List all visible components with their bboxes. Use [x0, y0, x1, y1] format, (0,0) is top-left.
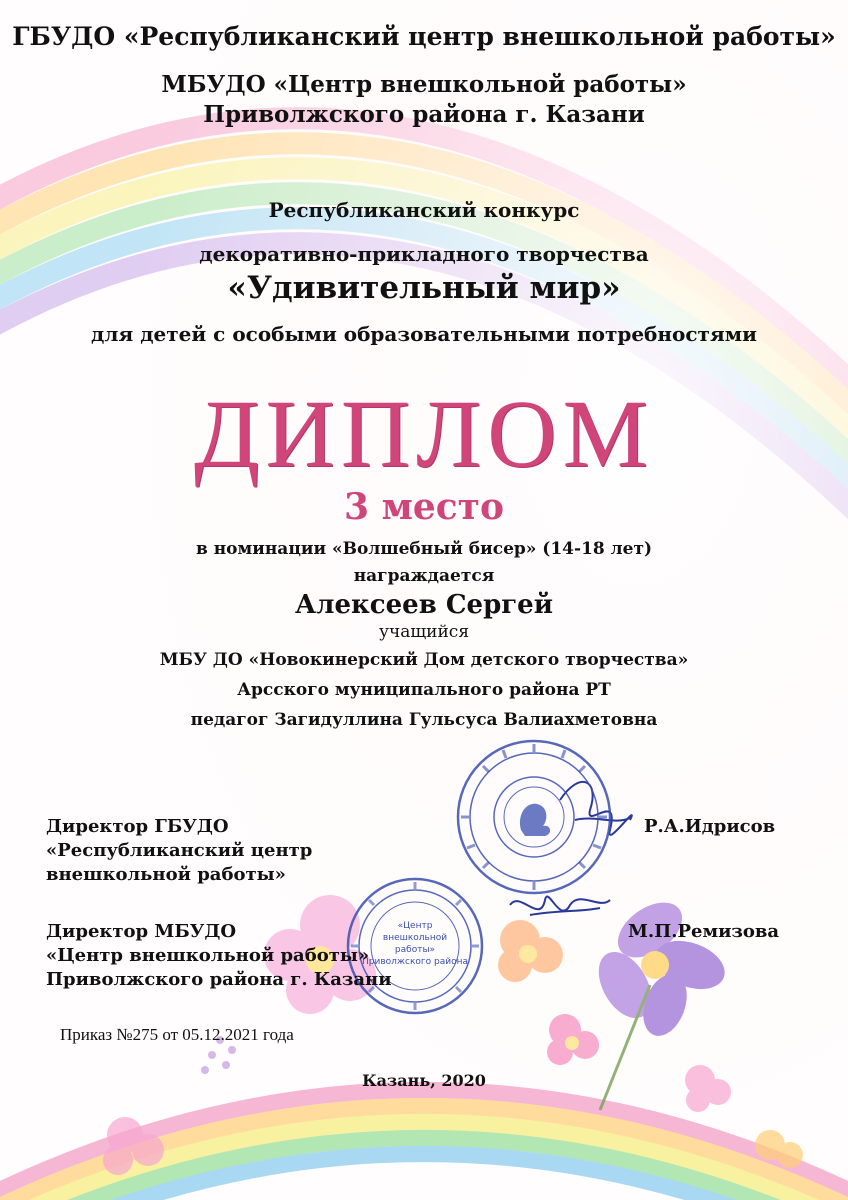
signatory-1-position-line: Директор ГБУДО: [46, 816, 229, 837]
signatory-2-position-line: Приволжского района г. Казани: [46, 969, 392, 990]
stamp2-text-2: внешкольной: [382, 933, 448, 943]
stamp-republican-center: [455, 738, 613, 896]
stamp2-text-3: работы»: [394, 945, 436, 955]
contest-line-1: Республиканский конкурс: [268, 198, 580, 222]
signatory-2-position-line: «Центр внешкольной работы»: [46, 945, 370, 966]
signatory-2-position: [46, 920, 392, 992]
organizer-2-line-1: МБУДО «Центр внешкольной работы»: [161, 71, 687, 98]
nomination: в номинации «Волшебный бисер» (14-18 лет): [195, 539, 653, 559]
diploma-title: ДИПЛОМ: [194, 380, 654, 487]
school-line-2: Арсского муниципального района РТ: [237, 680, 611, 700]
contest-line-2: декоративно-прикладного творчества: [199, 242, 649, 266]
stamp2-text-4: Приволжского района: [362, 957, 468, 967]
school-line-1: МБУ ДО «Новокинерский Дом детского творчества»: [159, 650, 689, 670]
signatory-2-name: М.П.Ремизова: [628, 921, 780, 942]
order-reference: Приказ №275 от 05.12.2021 года: [60, 1025, 294, 1044]
organizer-2-line-2: Приволжского района г. Казани: [203, 101, 645, 128]
signatory-1-position-line: «Республиканский центр: [46, 840, 313, 861]
signatory-2-position-line: Директор МБУДО: [46, 921, 237, 942]
awarded-label: награждается: [353, 566, 495, 586]
city-year: Казань, 2020: [362, 1071, 486, 1090]
contest-line-4: для детей с особыми образовательными потребностями: [91, 322, 757, 346]
signatory-1-position-line: внешкольной работы»: [46, 864, 286, 885]
organizer-1: ГБУДО «Республиканский центр внешкольной работы»: [12, 22, 836, 51]
place: 3 место: [344, 486, 504, 528]
stamp2-text-1: «Центр: [397, 921, 433, 931]
recipient-name: Алексеев Сергей: [294, 590, 554, 620]
signatory-1-position: [46, 815, 312, 887]
teacher: педагог Загидуллина Гульсуса Валиахметовна: [190, 710, 658, 730]
contest-name: «Удивительный мир»: [227, 270, 621, 306]
organizer-2: [0, 70, 848, 130]
signatory-1-name: Р.А.Идрисов: [644, 816, 776, 837]
recipient-role: учащийся: [378, 622, 470, 642]
